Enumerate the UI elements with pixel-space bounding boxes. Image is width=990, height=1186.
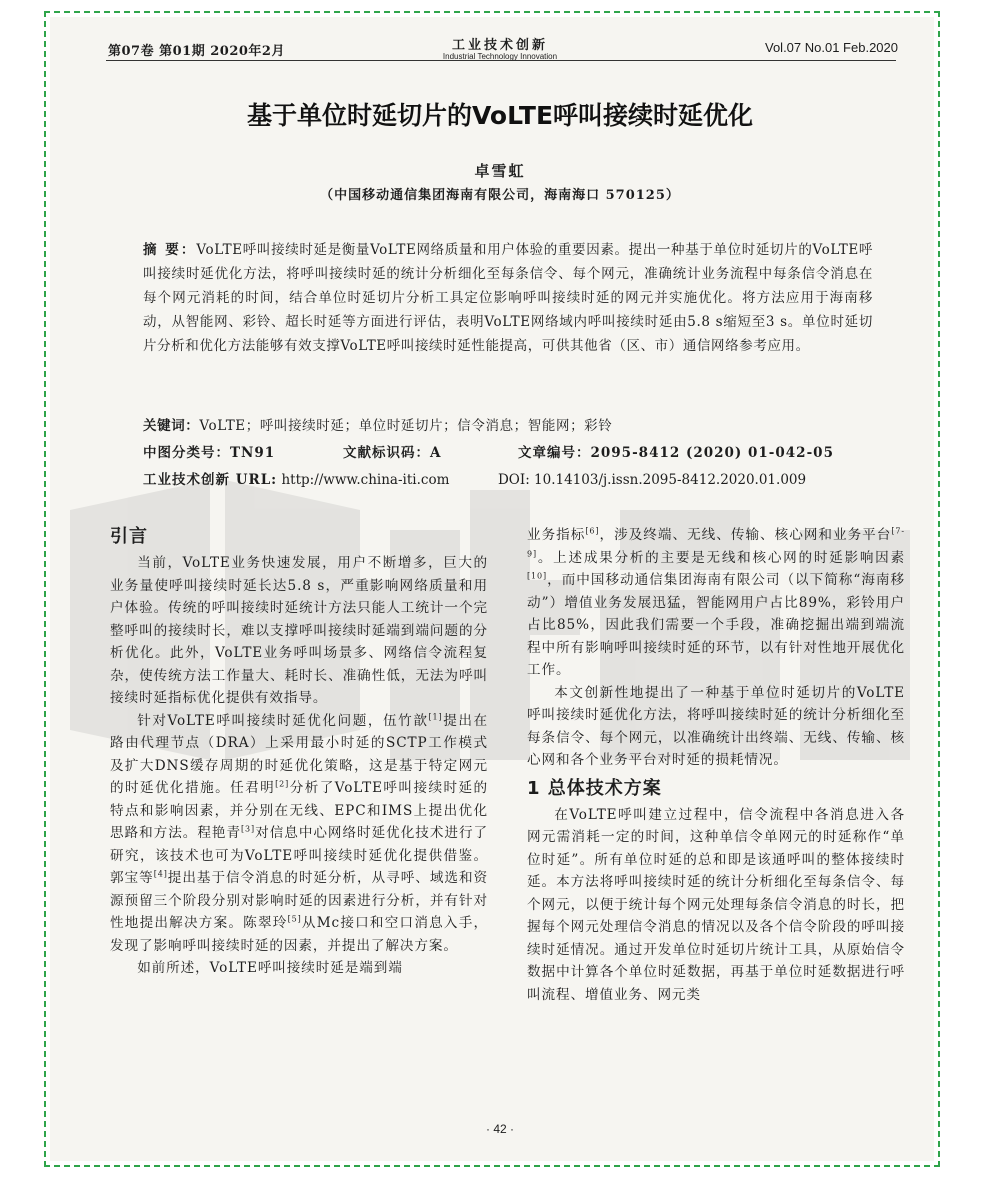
keywords-text: VoLTE；呼叫接续时延；单位时延切片；信令消息；智能网；彩铃 — [199, 418, 613, 434]
citation-3[interactable]: [3] — [241, 824, 256, 834]
intro-paragraph-2: 针对VoLTE呼叫接续时延优化问题，伍竹歆[1]提出在路由代理节点（DRA）上采用最小时延的SCTP工作模式及扩大DNS缓存周期的时延优化策略，这是基于特定网元的时延优化措施。任君明[2]分析了VoLTE呼叫接续时延的特点和影响因素，并分别在无线、EPC和IMS上提出优化思路和方法。程艳青[3]对信息中心网络时延优化技术进行了研究，该技术也可为VoLTE呼叫接续时延优化提供借鉴。郭宝等[4]提出基于信令消息的时延分析，从寻呼、域选和资源预留三个阶段分别对影响时延的因素进行分析，并有针对性地提出解决方案。陈翠玲[5]从Mc接口和空口消息入手，发现了影响呼叫接续时延的因素，并提出了解决方案。 — [110, 711, 488, 954]
author-name: 卓雪虹 — [474, 162, 526, 180]
abstract-label: 摘 要： — [143, 242, 197, 258]
article-title: 基于单位时延切片的VoLTE呼叫接续时延优化 — [246, 101, 754, 130]
doi[interactable]: DOI: 10.14103/j.issn.2095-8412.2020.01.009 — [497, 472, 807, 488]
citation-5[interactable]: [5] — [287, 914, 302, 924]
section-1-paragraph: 在VoLTE呼叫建立过程中，信令流程中各消息进入各网元需消耗一定的时间，这种单信令单网元的时延称作“单位时延”。所有单位时延的总和即是该通呼叫的整体接续时延。本方法将呼叫接续时延的统计分析细化至每条信令、每个网元，以便于统计每个网元处理每条信令消息的时长，把握每个网元处理信令消息的情况以及各个信令阶段的呼叫接续时延情况。通过开发单位时延切片统计工具，从原始信令数据中计算各个单位时延数据，再基于单位时延数据进行呼叫流程、增值业务、网元类 — [527, 806, 905, 1003]
citation-4[interactable]: [4] — [153, 869, 168, 879]
author-affiliation: （中国移动通信集团海南有限公司，海南海口 570125） — [320, 188, 680, 203]
left-column — [110, 524, 488, 980]
citation-10[interactable]: [10] — [527, 571, 548, 581]
classification-line — [143, 441, 873, 461]
right-paragraph-1: 业务指标[6]，涉及终端、无线、传输、核心网和业务平台[7-9]。上述成果分析的主要是无线和核心网的时延影响因素[10]，而中国移动通信集团海南有限公司（以下简称“海南移动”）增值业务发展迅猛，智能网用户占比89%，彩铃用户占比85%，因此我们需要一个手段，准确挖掘出端到端流程中所有影响呼叫接续时延的环节，以有针对性地开展优化工作。 — [527, 526, 905, 678]
right-paragraph-2: 本文创新性地提出了一种基于单位时延切片的VoLTE呼叫接续时延优化方法，将呼叫接续时延的统计分析细化至每条信令、每个网元，以准确统计出终端、无线、传输、核心网和各个业务平台对时延的损耗情况。 — [527, 684, 905, 768]
header-rule — [106, 60, 896, 61]
citation-2[interactable]: [2] — [275, 779, 290, 789]
article-number: 文章编号：2095-8412 (2020) 01-042-05 — [518, 445, 834, 461]
journal-url[interactable]: http://www.china-iti.com — [281, 472, 450, 488]
keywords — [143, 414, 873, 434]
journal-name — [380, 34, 620, 61]
clc-number: 中图分类号：TN91 — [143, 445, 276, 461]
journal-name-cn: 工业技术创新 — [451, 38, 548, 53]
intro-paragraph-3: 如前所述，VoLTE呼叫接续时延是端到端 — [137, 960, 403, 976]
journal-issue: 第07卷 第01期 2020年2月 — [108, 44, 285, 59]
citation-7-9[interactable]: [7-9] — [527, 526, 905, 558]
document-code: 文献标识码：A — [343, 445, 442, 461]
intro-heading: 引言 — [110, 526, 148, 547]
intro-paragraph-1: 当前，VoLTE业务快速发展，用户不断增多，巨大的业务量使呼叫接续时延长达5.8 s，严重影响网络质量和用户体验。传统的呼叫接续时延统计方法只能人工统计一个完整呼叫的接续时长，难以支撑呼叫接续时延端到端问题的分析优化。此外，VoLTE业务呼叫场景多、网络信令流程复杂，使传统方法工作量大、耗时长、准确性低，无法为呼叫接续时延指标优化提供有效指导。 — [110, 555, 488, 706]
citation-1[interactable]: [1] — [428, 711, 443, 721]
url-line — [143, 468, 883, 488]
keywords-label: 关键词： — [143, 418, 200, 434]
citation-6[interactable]: [6] — [585, 526, 600, 536]
abstract — [143, 238, 873, 358]
abstract-text: VoLTE呼叫接续时延是衡量VoLTE网络质量和用户体验的重要因素。提出一种基于单位时延切片的VoLTE呼叫接续时延优化方法，将呼叫接续时延的统计分析细化至每条信令、每个网元，准确统计业务流程中每条信令消息在每个网元消耗的时间，结合单位时延切片分析工具定位影响呼叫接续时延的网元并实施优化。将方法应用于海南移动，从智能网、彩铃、超长时延等方面进行评估，表明VoLTE网络域内呼叫接续时延由5.8 s缩短至3 s。单位时延切片分析和优化方法能够有效支撑VoLTE呼叫接续时延性能提高，可供其他省（区、市）通信网络参考应用。 — [143, 242, 873, 354]
right-column — [527, 524, 905, 1006]
journal-name-en: Industrial Technology Innovation — [442, 52, 558, 61]
url-label: 工业技术创新 URL: — [143, 472, 278, 488]
page-number: · 42 · — [485, 1122, 514, 1136]
journal-volume: Vol.07 No.01 Feb.2020 — [765, 40, 898, 55]
section-1-heading: 1 总体技术方案 — [527, 777, 662, 799]
